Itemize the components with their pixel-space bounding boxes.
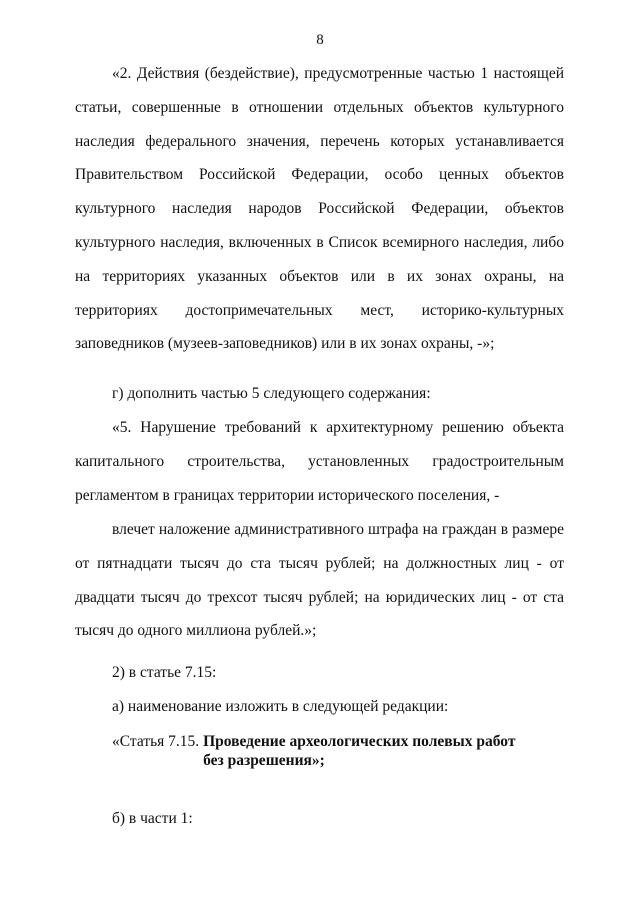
article-heading-suffix: »; xyxy=(311,752,325,769)
paragraph-item-2: 2) в статье 7.15: xyxy=(112,664,217,681)
paragraph-item-a: а) наименование изложить в следующей редакции: xyxy=(112,698,449,715)
article-heading xyxy=(112,732,572,770)
paragraph-item-g: г) дополнить частью 5 следующего содержания: xyxy=(112,385,431,402)
article-heading-title-wrap xyxy=(203,732,533,770)
paragraph-item-b: б) в части 1: xyxy=(112,810,193,827)
article-heading-prefix: «Статья 7.15. xyxy=(112,733,200,750)
article-heading-title: Проведение археологических полевых работ без разрешения xyxy=(203,733,516,769)
paragraph-part-5-text: «5. Нарушение требований к архитектурному решению объекта капитального строительства, установленных градостроительным регламентом в границах территории исторического поселения, - xyxy=(75,419,564,504)
paragraph-penalty-text: влечет наложение административного штрафа на граждан в размере от пятнадцати тысяч до ста тысяч рублей; на должностных лиц - от двадцати тысяч до трехсот тысяч рублей; на юридических лиц - от ста тысяч до одного миллиона рублей.»; xyxy=(75,521,564,640)
page-number: 8 xyxy=(316,32,324,48)
paragraph-part-2-text: «2. Действия (бездействие), предусмотренные частью 1 настоящей статьи, совершенные в отношении отдельных объектов культурного наследия федерального значения, перечень которых устанавливается Правительством Российской Федерации, особо ценных объектов культурного наследия народов Российской Федерации, объектов культурного наследия, включенных в Список всемирного наследия, либо на территориях указанных объектов или в их зонах охраны, на территориях достопримечательных мест, историко-культурных заповедников (музеев-заповедников) или в их зонах охраны, -»; xyxy=(75,65,564,353)
